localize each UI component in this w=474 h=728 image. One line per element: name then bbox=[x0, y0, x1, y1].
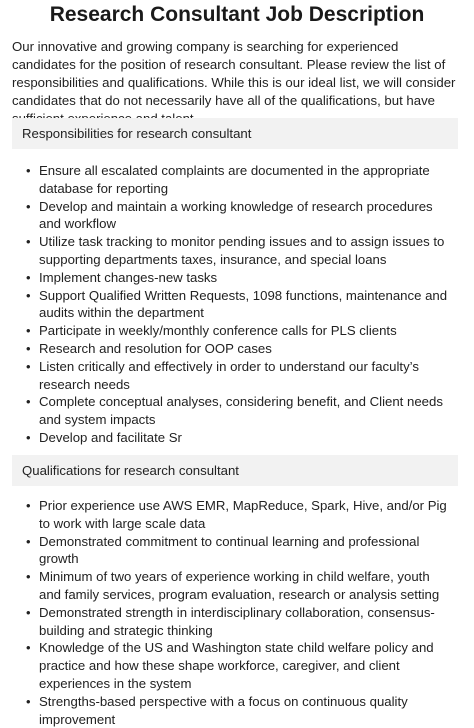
page-title: Research Consultant Job Description bbox=[49, 3, 425, 26]
intro-paragraph: Our innovative and growing company is searching for experienced candidates for the position of research consultant. Please review the list of responsibilities and qualifications. While this is our ideal list, we will consider candidates that do not necessarily have all of the qualifications, but have bbox=[12, 39, 456, 108]
responsibilities-heading: Responsibilities for research consultant bbox=[12, 118, 458, 149]
list-item bbox=[24, 287, 454, 323]
list-item-text: Demonstrated commitment to continual learning and professional growth bbox=[39, 533, 420, 567]
list-item-text: Develop and facilitate Sr bbox=[39, 429, 182, 445]
bullet-icon: • bbox=[26, 693, 31, 709]
bullet-icon: • bbox=[26, 394, 31, 410]
list-item-text: Demonstrated strength in interdisciplinary collaboration, consensus-building and strategic thinking bbox=[39, 604, 435, 638]
list-item-text: Develop and maintain a working knowledge of research procedures and workflow bbox=[39, 198, 433, 232]
qualifications-heading: Qualifications for research consultant bbox=[12, 455, 458, 486]
list-item-text: Knowledge of the US and Washington state child welfare policy and practice and how these shape workforce, caregiver, and client experiences in the system bbox=[39, 640, 434, 691]
list-item-text: Participate in weekly/monthly conference calls for PLS clients bbox=[39, 323, 397, 339]
list-item-text: Listen critically and effectively in order to understand our faculty’s research needs bbox=[39, 358, 419, 392]
list-item bbox=[24, 162, 454, 198]
list-item bbox=[24, 233, 454, 269]
list-item bbox=[24, 604, 454, 640]
list-item bbox=[24, 429, 454, 447]
bullet-icon: • bbox=[26, 640, 31, 656]
list-item bbox=[24, 340, 454, 358]
bullet-icon: • bbox=[26, 198, 31, 214]
bullet-icon: • bbox=[26, 234, 31, 250]
list-item bbox=[24, 639, 454, 692]
list-item bbox=[24, 322, 454, 340]
bullet-icon: • bbox=[26, 429, 31, 445]
list-item bbox=[24, 693, 454, 728]
list-item-text: Strengths-based perspective with a focus on continuous quality improvement bbox=[39, 693, 408, 727]
list-item-text: Complete conceptual analyses, considering benefit, and Client needs and system impacts bbox=[39, 394, 443, 428]
list-item bbox=[24, 533, 454, 569]
list-item-text: Prior experience use AWS EMR, MapReduce, Spark, Hive, and/or Pig to work with large scale data bbox=[39, 498, 447, 531]
list-item-text: Utilize task tracking to monitor pending issues and to assign issues to supporting departments taxes, insurance, and special loans bbox=[39, 234, 445, 267]
list-item bbox=[24, 358, 454, 394]
bullet-icon: • bbox=[26, 163, 31, 178]
bullet-icon: • bbox=[26, 498, 31, 513]
bullet-icon: • bbox=[26, 358, 31, 374]
list-item bbox=[24, 393, 454, 429]
list-item-text: Minimum of two years of experience working in child welfare, youth and family services, program evaluation, research or analysis setting bbox=[39, 569, 440, 602]
qualifications-list bbox=[24, 497, 454, 728]
list-item bbox=[24, 497, 454, 533]
bullet-icon: • bbox=[26, 569, 31, 585]
bullet-icon: • bbox=[26, 269, 31, 285]
list-item bbox=[24, 269, 454, 287]
list-item bbox=[24, 568, 454, 604]
bullet-icon: • bbox=[26, 340, 31, 356]
responsibilities-list bbox=[24, 162, 454, 447]
list-item-text: Research and resolution for OOP cases bbox=[39, 340, 272, 356]
list-item-text: Support Qualified Written Requests, 1098 functions, maintenance and audits within the department bbox=[39, 287, 448, 321]
list-item-text: Ensure all escalated complaints are documented in the appropriate database for reporting bbox=[39, 163, 430, 196]
bullet-icon: • bbox=[26, 533, 31, 549]
list-item-text: Implement changes-new tasks bbox=[39, 269, 218, 285]
bullet-icon: • bbox=[26, 323, 31, 339]
bullet-icon: • bbox=[26, 604, 31, 620]
list-item bbox=[24, 198, 454, 234]
bullet-icon: • bbox=[26, 287, 31, 303]
